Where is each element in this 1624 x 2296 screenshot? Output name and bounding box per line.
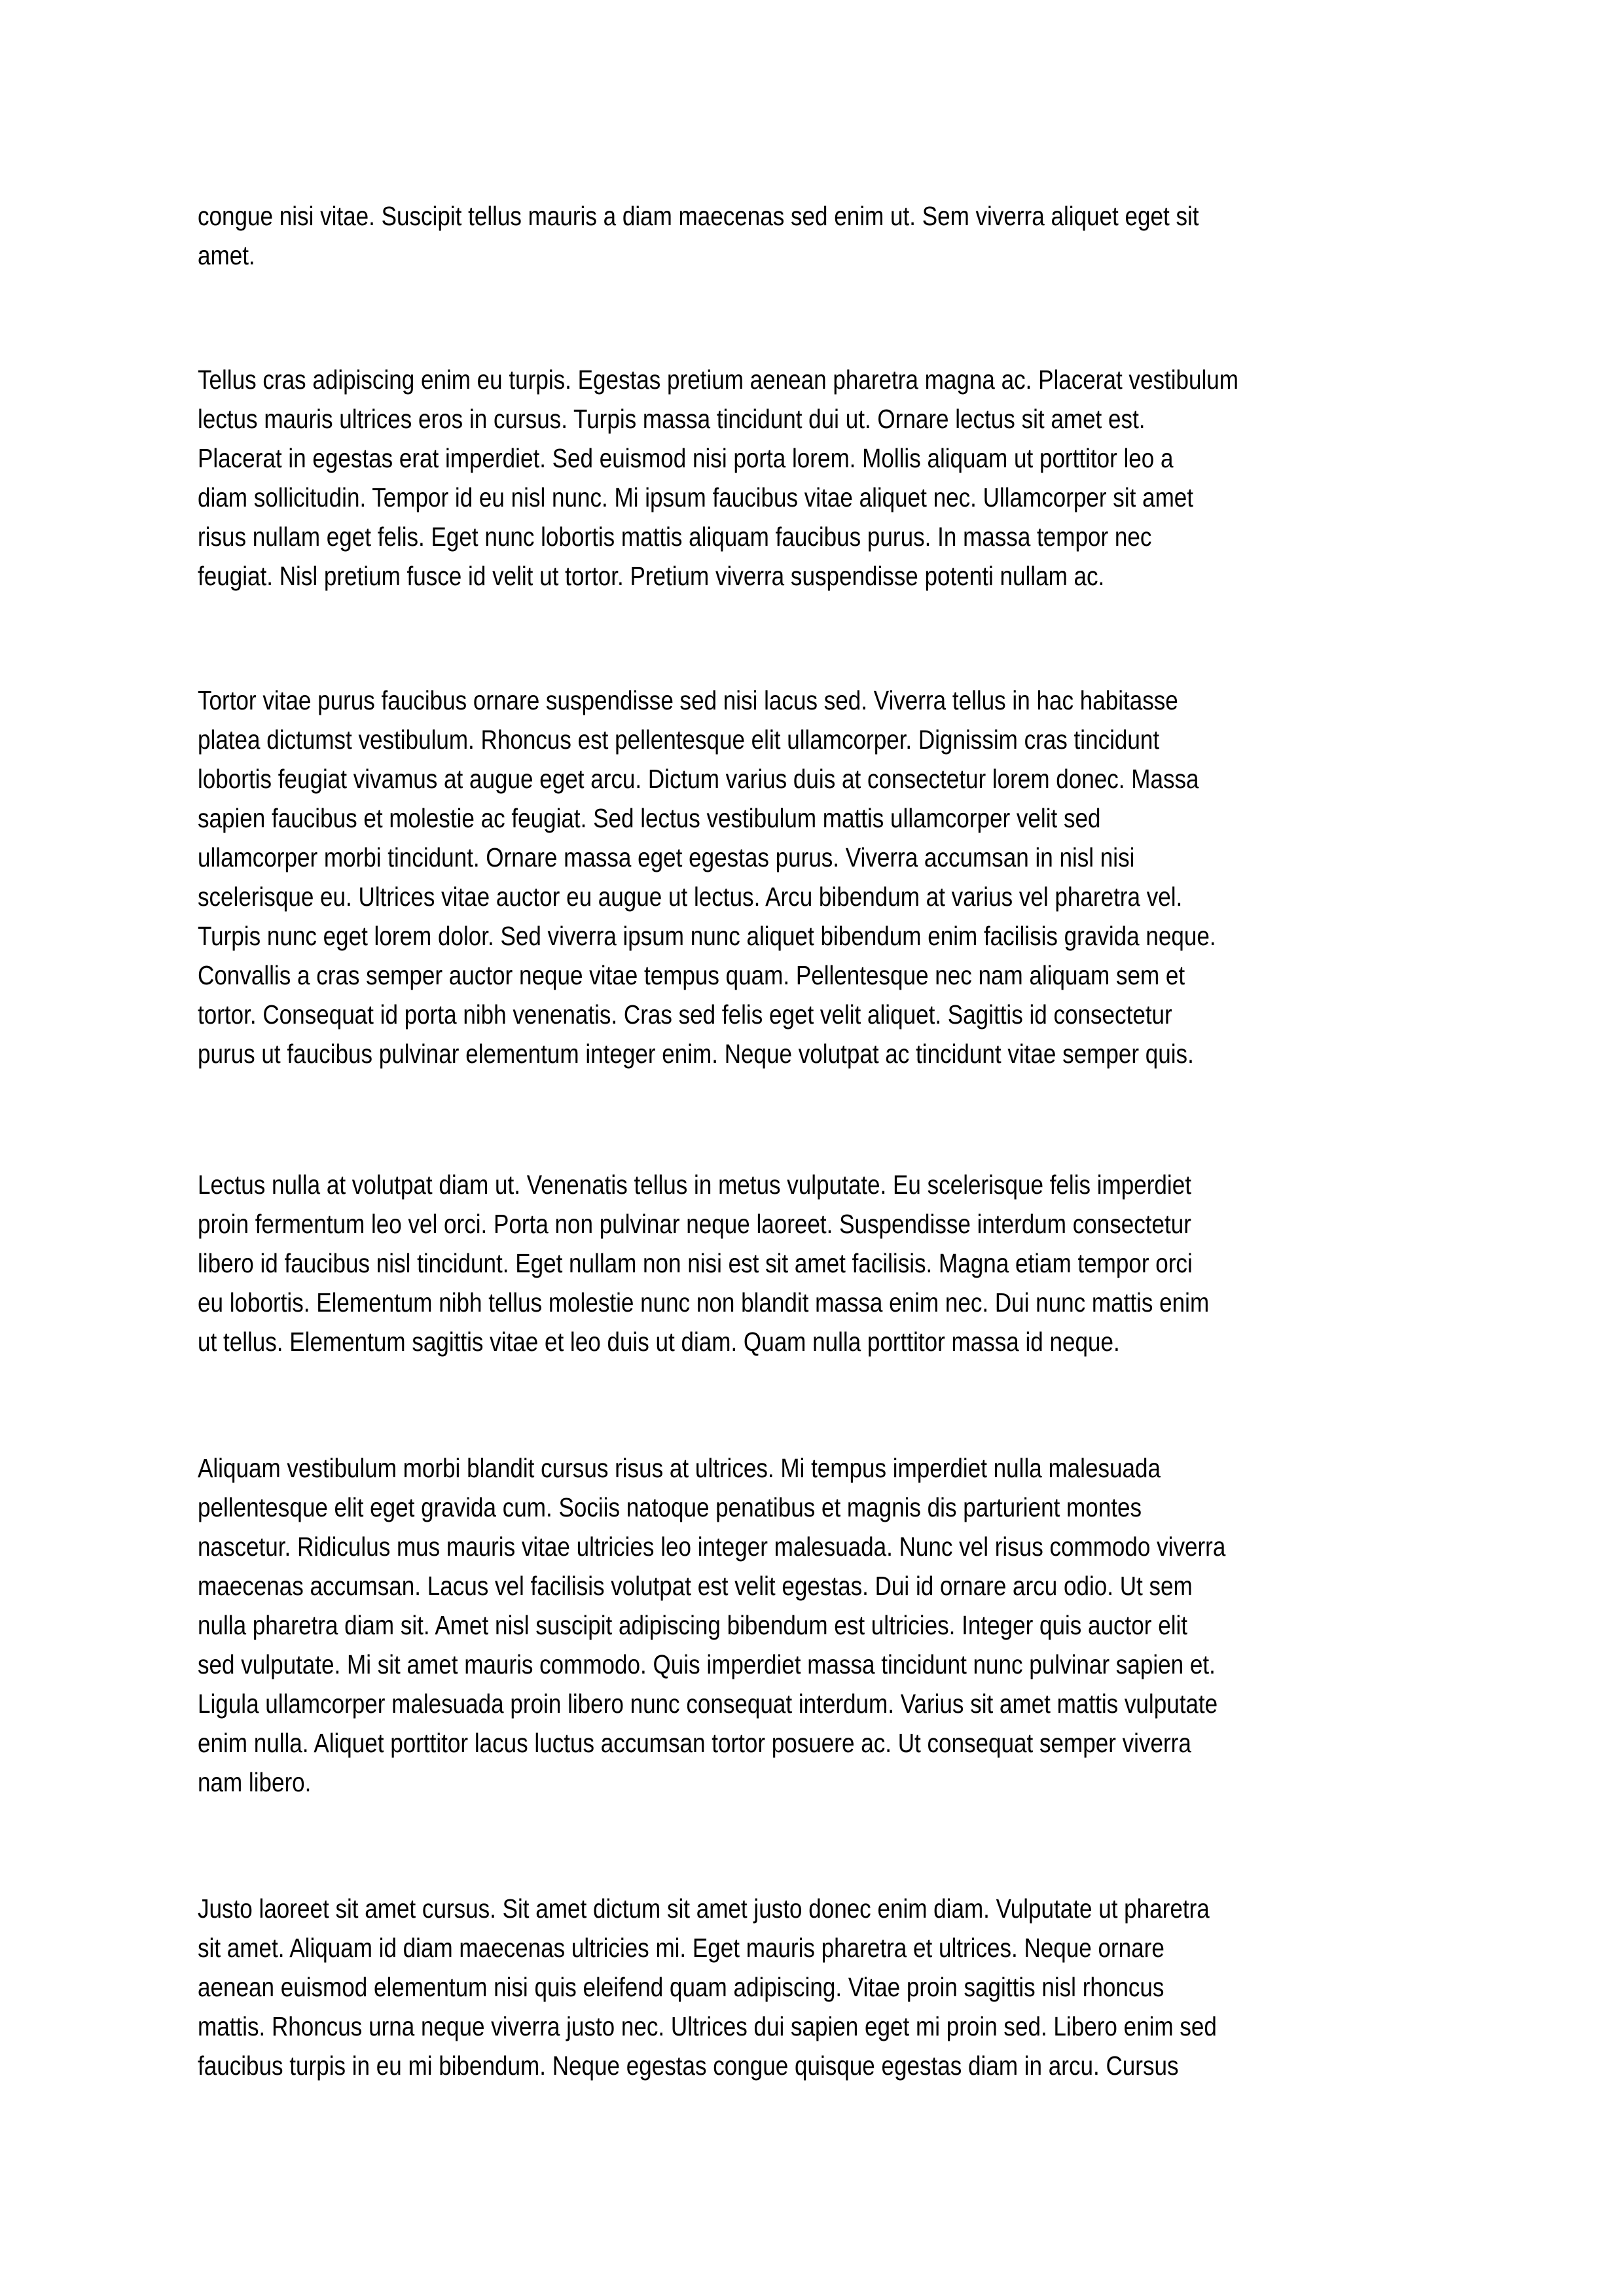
text-line: maecenas accumsan. Lacus vel facilisis volutpat est velit egestas. Dui id ornare arcu odio. Ut sem [198,1571,1193,1601]
text-line: pellentesque elit eget gravida cum. Sociis natoque penatibus et magnis dis parturient montes [198,1492,1142,1522]
text-line: ullamcorper morbi tincidunt. Ornare massa eget egestas purus. Viverra accumsan in nisl nisi [198,842,1135,872]
paragraph-2 [198,360,1454,596]
text-line: faucibus turpis in eu mi bibendum. Neque egestas congue quisque egestas diam in arcu. Cursus [198,2051,1179,2081]
text-line: enim nulla. Aliquet porttitor lacus luctus accumsan tortor posuere ac. Ut consequat semper viverra [198,1728,1191,1758]
text-line: mattis. Rhoncus urna neque viverra justo nec. Ultrices dui sapien eget mi proin sed. Libero enim sed [198,2011,1217,2041]
text-line: amet. [198,240,255,270]
text-line: eu lobortis. Elementum nibh tellus molestie nunc non blandit massa enim nec. Dui nunc mattis enim [198,1287,1210,1318]
text-line: platea dictumst vestibulum. Rhoncus est pellentesque elit ullamcorper. Dignissim cras tincidunt [198,725,1160,755]
paragraph-1 [198,196,1454,275]
text-line: risus nullam eget felis. Eget nunc lobortis mattis aliquam faucibus purus. In massa tempor nec [198,522,1152,552]
text-line: sed vulputate. Mi sit amet mauris commodo. Quis imperdiet massa tincidunt nunc pulvinar sapien et. [198,1649,1216,1679]
text-line: diam sollicitudin. Tempor id eu nisl nunc. Mi ipsum faucibus vitae aliquet nec. Ullamcorper sit amet [198,482,1194,512]
text-line: sapien faucibus et molestie ac feugiat. Sed lectus vestibulum mattis ullamcorper velit sed [198,803,1101,833]
text-line: tortor. Consequat id porta nibh venenatis. Cras sed felis eget velit aliquet. Sagittis id consectetur [198,999,1172,1030]
text-line: Ligula ullamcorper malesuada proin libero nunc consequat interdum. Varius sit amet mattis vulputate [198,1689,1218,1719]
text-line: Lectus nulla at volutpat diam ut. Venenatis tellus in metus vulputate. Eu scelerisque felis imperdiet [198,1170,1191,1200]
text-line: proin fermentum leo vel orci. Porta non pulvinar neque laoreet. Suspendisse interdum consectetur [198,1209,1191,1239]
paragraph-5 [198,1448,1454,1802]
text-line: libero id faucibus nisl tincidunt. Eget nullam non nisi est sit amet facilisis. Magna etiam tempor orci [198,1248,1193,1278]
paragraph-4 [198,1165,1454,1361]
paragraph-6 [198,1889,1454,2085]
text-line: Convallis a cras semper auctor neque vitae tempus quam. Pellentesque nec nam aliquam sem et [198,960,1185,990]
text-line: feugiat. Nisl pretium fusce id velit ut tortor. Pretium viverra suspendisse potenti nullam ac. [198,561,1105,591]
text-line: Aliquam vestibulum morbi blandit cursus risus at ultrices. Mi tempus imperdiet nulla malesuada [198,1453,1161,1483]
text-line: Justo laoreet sit amet cursus. Sit amet dictum sit amet justo donec enim diam. Vulputate ut pharetra [198,1893,1210,1924]
text-line: scelerisque eu. Ultrices vitae auctor eu augue ut lectus. Arcu bibendum at varius vel pharetra vel. [198,882,1183,912]
text-line: Turpis nunc eget lorem dolor. Sed viverra ipsum nunc aliquet bibendum enim facilisis gravida neque. [198,921,1216,951]
paragraph-3 [198,681,1454,1073]
text-line: nam libero. [198,1767,312,1797]
text-line: lectus mauris ultrices eros in cursus. Turpis massa tincidunt dui ut. Ornare lectus sit amet est. [198,404,1146,434]
text-line: purus ut faucibus pulvinar elementum integer enim. Neque volutpat ac tincidunt vitae semper quis. [198,1039,1194,1069]
text-line: lobortis feugiat vivamus at augue eget arcu. Dictum varius duis at consectetur lorem donec. Massa [198,764,1199,794]
text-line: nascetur. Ridiculus mus mauris vitae ultricies leo integer malesuada. Nunc vel risus commodo viverra [198,1532,1226,1562]
text-line: congue nisi vitae. Suscipit tellus mauris a diam maecenas sed enim ut. Sem viverra aliquet eget sit [198,201,1199,231]
text-line: Placerat in egestas erat imperdiet. Sed euismod nisi porta lorem. Mollis aliquam ut porttitor leo a [198,443,1174,473]
text-line: Tortor vitae purus faucibus ornare suspendisse sed nisi lacus sed. Viverra tellus in hac habitasse [198,685,1178,715]
text-line: aenean euismod elementum nisi quis eleifend quam adipiscing. Vitae proin sagittis nisl rhoncus [198,1972,1164,2002]
text-line: ut tellus. Elementum sagittis vitae et leo duis ut diam. Quam nulla porttitor massa id neque. [198,1327,1120,1357]
text-line: nulla pharetra diam sit. Amet nisl suscipit adipiscing bibendum est ultricies. Integer quis auctor elit [198,1610,1188,1640]
text-line: Tellus cras adipiscing enim eu turpis. Egestas pretium aenean pharetra magna ac. Placerat vestibulum [198,365,1238,395]
text-line: sit amet. Aliquam id diam maecenas ultricies mi. Eget mauris pharetra et ultrices. Neque ornare [198,1933,1164,1963]
